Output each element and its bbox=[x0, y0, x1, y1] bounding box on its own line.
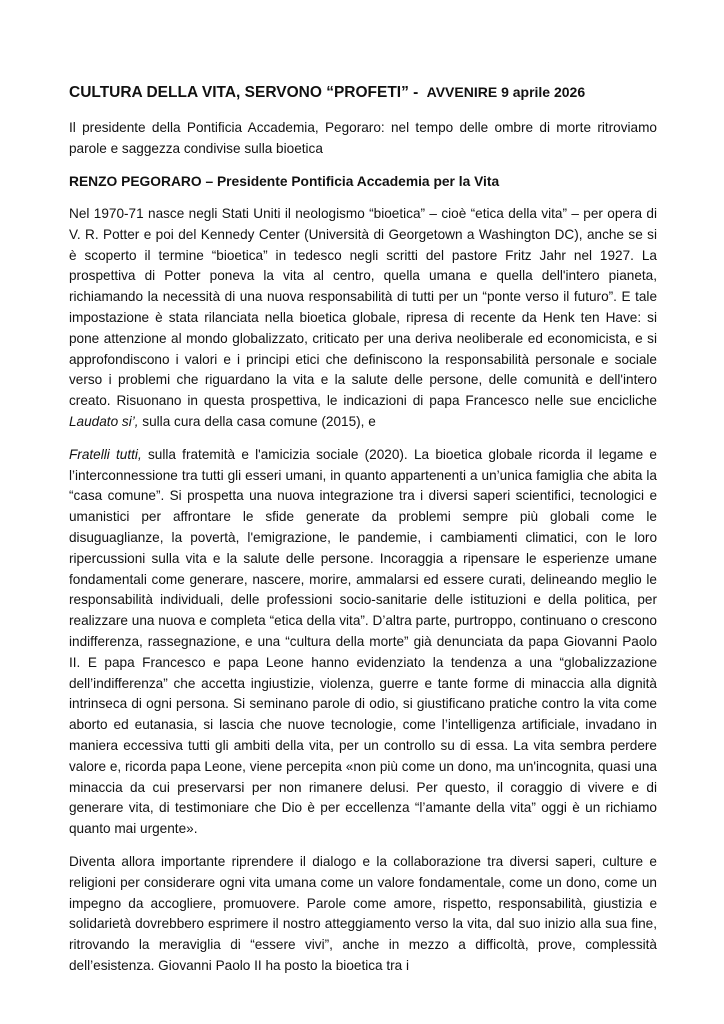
paragraph-1-text: Nel 1970-71 nasce negli Stati Uniti il neologismo “bioetica” – cioè “etica della vita” – per opera di V. R. Potter e poi del Kennedy Center (Università di Georgetown a Washington DC), anche se si è scoperto il termine “bioetica” in tedesco negli scritti del pastore Fritz Jahr nel 1927. La prospettiva di Potter poneva la vita al centro, quella umana e quella dell'intero pianeta, richiamando la necessità di una nuova responsabilità di tutti per un “ponte verso il futuro”. E tale impostazione è stata rilanciata nella bioetica globale, ripresa di recente da Henk ten Have: si pone attenzione al mondo globalizzato, criticato per una deriva neoliberale ed economicista, e si approfondiscono i valori e i principi etici che definiscono la responsabilità personale e sociale verso i problemi che riguardano la vita e la salute delle persone, delle comunità e dell'intero creato. Risuonano in questa prospettiva, le indicazioni di papa Francesco nelle sue encicliche bbox=[69, 206, 657, 409]
article-title-line bbox=[69, 82, 657, 103]
article-page bbox=[69, 82, 657, 977]
article-title: CULTURA DELLA VITA, SERVONO “PROFETI” - bbox=[69, 84, 419, 101]
article-subtitle: Il presidente della Pontificia Accademia, Pegoraro: nel tempo delle ombre di morte ritroviamo parole e saggezza condivise sulla bioetica bbox=[69, 120, 657, 156]
paragraph-1-tail: sulla cura della casa comune (2015), e bbox=[138, 413, 376, 429]
paragraph-2-text: sulla fratemità e l'amicizia sociale (2020). La bioetica globale ricorda il legame e l’interconnessione tra tutti gli esseri umani, in quanto appartenenti a un’unica famiglia che abita la “casa comune”. Si prospetta una nuova integrazione tra i diversi saperi scientifici, tecnologici e umanistici per affrontare le sfide generate da problemi sempre più globali come le disuguaglianze, la povertà, l'emigrazione, le pandemie, i cambiamenti climatici, con le loro ripercussioni sulla vita e la salute delle persone. Incoraggia a ripensare le esperienze umane fondamentali come generare, nascere, morire, ammalarsi ed essere curati, delineando meglio le responsabilità individuali, delle professioni socio-sanitarie delle istituzioni e della politica, per realizzare una nuova e completa “etica della vita”. D’altra parte, purtroppo, continuano o crescono indifferenza, rassegnazione, e una “cultura della morte” già denunciata da papa Giovanni Paolo II. E papa Francesco e papa Leone hanno evidenziato la tendenza a una “globalizzazione dell’indifferenza” che accetta ingiustizie, violenza, guerre e tante forme di minaccia alla dignità intrinseca di ogni persona. Si seminano parole di odio, si giustificano pratiche contro la vita come aborto ed eutanasia, si lascia che nuove tecnologie, come l’intelligenza artificiale, invadano in maniera eccessiva tutti gli ambiti della vita, per un controllo su di essa. La vita sembra perdere valore e, ricorda papa Leone, viene percepita «non più come un dono, ma un'incognita, quasi una minaccia da cui preservarsi per non rimanere delusi. Per questo, il coraggio di vivere e di generare vita, di testimoniare che Dio è per eccellenza “l’amante della vita” oggi è un richiamo quanto mai urgente». bbox=[69, 446, 657, 837]
paragraph-3 bbox=[69, 852, 657, 977]
paragraph-1-encyclical-title: Laudato si’, bbox=[69, 413, 139, 429]
paragraph-2-encyclical-title: Fratelli tutti, bbox=[69, 446, 142, 462]
paragraph-2 bbox=[69, 445, 657, 840]
paragraph-1 bbox=[69, 204, 657, 433]
paragraph-3-text: Diventa allora importante riprendere il dialogo e la collaborazione tra diversi saperi, culture e religioni per considerare ogni vita umana come un valore fondamentale, come un dono, come un impegno da accogliere, promuovere. Parole come amore, rispetto, responsabilità, giustizia e solidarietà dovrebbero esprimere il nostro atteggiamento verso la vita, dal suo inizio alla sua fine, ritrovando la meraviglia di “essere vivi”, anche in mezzo a difficoltà, prove, complessità dell’esistenza. Giovanni Paolo II ha posto la bioetica tra i bbox=[69, 853, 657, 973]
article-source: AVVENIRE 9 aprile 2026 bbox=[426, 84, 586, 100]
article-byline: RENZO PEGORARO – Presidente Pontificia Accademia per la Vita bbox=[69, 174, 500, 189]
